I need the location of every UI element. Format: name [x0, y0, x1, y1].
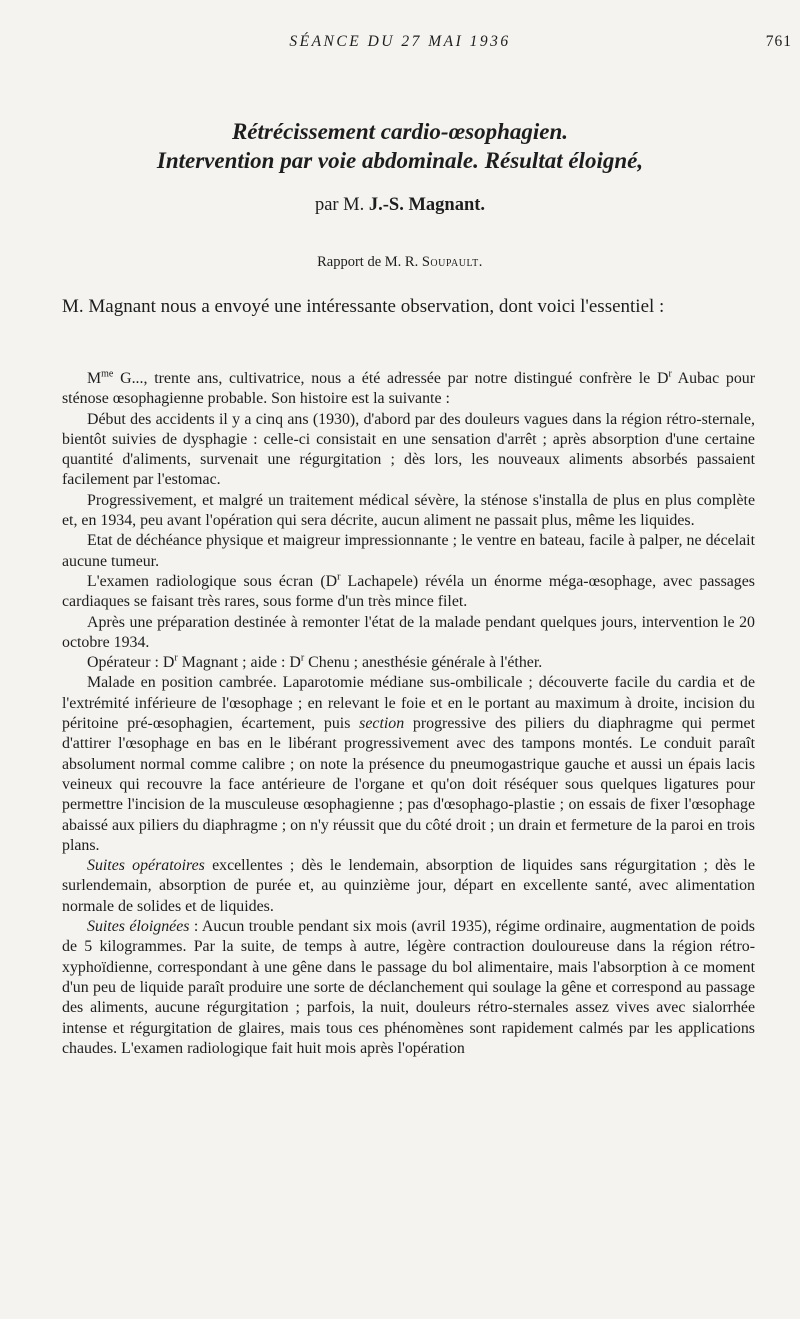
article-body [62, 369, 755, 1059]
paragraph-2: Début des accidents il y a cinq ans (1930), d'abord par des douleurs vagues dans la région rétro-sternale, bientôt suivies de dysphagie : celle-ci consistait en une sensation d'arrêt ; après absorption d'une certaine quantité d'aliments, survenait une régurgitation ; dès lors, les nouveaux aliments absorbés passaient facilement par l'estomac. [62, 410, 755, 489]
paragraph-4: Etat de déchéance physique et maigreur impressionnante ; le ventre en bateau, facile à palper, ne décelait aucune tumeur. [62, 532, 755, 570]
paragraph-5 [62, 572, 755, 613]
reporter-name: Soupault. [421, 254, 483, 270]
page-number: 761 [765, 33, 792, 50]
running-title: SÉANCE DU 27 MAI 1936 [289, 33, 511, 50]
text-run: Chenu ; anesthésie générale à l'éther. [304, 654, 543, 672]
superscript: r [337, 571, 341, 583]
superscript: r [174, 652, 178, 664]
paragraph-7 [62, 653, 755, 673]
author-name: J.-S. Magnant. [368, 195, 486, 215]
paragraph-9 [62, 856, 755, 917]
text-run: Opérateur : D [87, 654, 175, 672]
italic-run: section [359, 715, 405, 733]
text-run: Lachapele) révéla un énorme méga-œsophage, avec passages cardiaques se faisant très rares, sous forme d'un très mince filet. [62, 572, 755, 611]
superscript: r [300, 652, 305, 664]
paragraph-3: Progressivement, et malgré un traitement médical sévère, la sténose s'installa de plus en plus complète et, en 1934, peu avant l'opération qui sera décrite, aucun aliment ne passait plus, même les liquides. [62, 491, 755, 530]
paragraph-8 [62, 673, 755, 856]
intro-paragraph: M. Magnant nous a envoyé une intéressante observation, dont voici l'essentiel : [62, 296, 665, 317]
text-run: Aubac pour sténose œsophagienne probable. Son histoire est la suivante : [62, 370, 755, 408]
report-line [0, 254, 800, 271]
paragraph-6: Après une préparation destinée à remonter l'état de la malade pendant quelques jours, intervention le 20 octobre 1934. [62, 613, 755, 651]
text-run: excellentes ; dès le lendemain, absorption de liquides sans régurgitation ; dès le surlendemain, absorption de purée et, au quinzième jour, départ en excellente santé, avec alimentation normale de solides et de liquides. [62, 857, 756, 915]
article-title-line-2: Intervention par voie abdominale. Résultat éloigné, [156, 148, 644, 173]
italic-run: Suites opératoires [87, 857, 205, 875]
running-header [0, 33, 800, 55]
text-run: : Aucun trouble pendant six mois (avril 1935), régime ordinaire, augmentation de poids de 5 kilogrammes. Par la suite, de temps à autre, légère contraction douloureuse dans la région rétro-xyphoïdienne, correspondant à une gêne dans le passage du bol alimentaire, mais l'absorption à ce moment d'un peu de liquide paraît produire une sorte de déclanchement qui soulage la gêne et correspond au passage des aliments, aucune régurgitation ; parfois, la nuit, douleurs rétro-sternales assez vives avec sialorrhée intense et régurgitation de glaires, mais tous ces phénomènes sont rapidement calmés par les applications chaudes. L'examen radiologique fait huit mois après l'opération [62, 918, 755, 1057]
text-run: progressive des piliers du diaphragme qui permet d'attirer l'œsophage en bas en le libérant progressivement avec des tampons montés. Le conduit paraît absolument normal comme calibre ; on note la présence du pneumogastrique gauche et aussi un épais lacis veineux qui recouvre la face antérieure de l'organe et qu'on doit réséquer sous quelques ligatures pour permettre l'incision de la musculeuse œsophagienne ; pas d'œsophago-plastie ; on essais de fixer l'œsophage abaissé aux piliers du diaphragme ; on n'y réussit que du côté droit ; un drain et fermeture de la paroi en trois plans. [62, 715, 755, 854]
paragraph-1 [62, 369, 755, 410]
text-run: G..., trente ans, cultivatrice, nous a été adressée par notre distingué confrère le D [113, 370, 669, 387]
text-run: Malade en position cambrée. Laparotomie médiane sus-ombilicale ; découverte facile du cardia et de l'extrémité inférieure de l'œsophage ; en relevant le foie et en le portant au maximum à droite, incision du péritoine pré-œsophagien, écartement, puis [62, 674, 755, 733]
report-prefix: Rapport de M. R. [317, 254, 422, 270]
paragraph-10 [62, 917, 755, 1059]
superscript: me [101, 368, 114, 380]
superscript: r [668, 368, 672, 380]
byline-prefix: par M. [314, 195, 369, 215]
article-title [0, 117, 800, 175]
text-run: L'examen radiologique sous écran (D [87, 572, 338, 590]
italic-run: Suites éloignées [87, 918, 190, 936]
article-title-line-1: Rétrécissement cardio-œsophagien. [231, 119, 569, 144]
text-run: M [87, 370, 102, 387]
text-run: Magnant ; aide : D [177, 654, 301, 672]
byline [0, 195, 800, 216]
